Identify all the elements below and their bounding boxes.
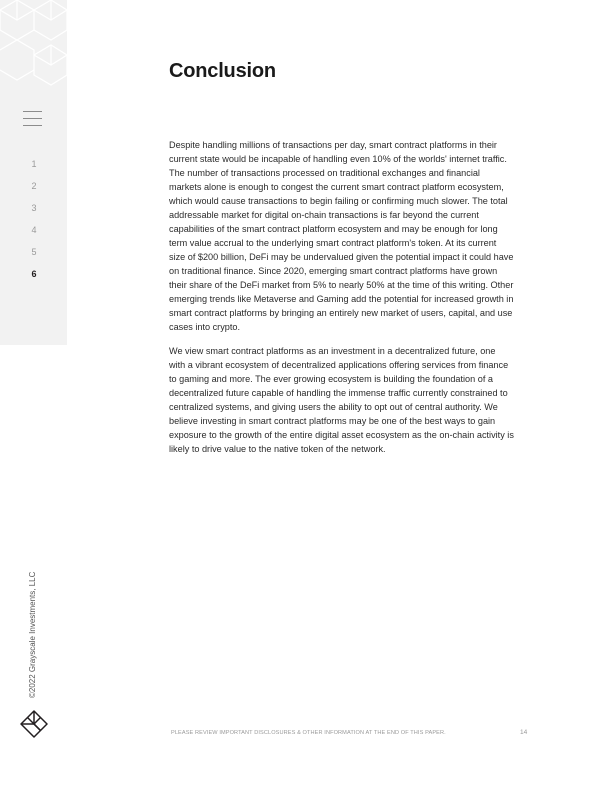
conclusion-body xyxy=(169,138,514,466)
disclosure-note: PLEASE REVIEW IMPORTANT DISCLOSURES & OTHER INFORMATION AT THE END OF THIS PAPER. xyxy=(171,730,446,736)
hamburger-menu-icon[interactable] xyxy=(23,111,42,127)
sidebar xyxy=(0,0,67,345)
page-link-4[interactable]: 4 xyxy=(31,225,37,235)
paragraph: Despite handling millions of transactions per day, smart contract platforms in their current state would be incapable of handling even 10% of the worlds' internet traffic. The number of transactions processed on traditional exchanges and financial markets alone is enough to congest the current smart contract platform ecosystem, which would cause transactions to begin failing or confirming much slower. The total addressable market for digital on-chain transactions is far beyond the current capabilities of the smart contract platform ecosystem and may be enough for long term value accrual to the underlying smart contract platform's token. At its current size of $200 billion, DeFi may be undervalued given the potential impact it could have on traditional finance. Since 2020, emerging smart contract platforms have grown their share of the DeFi market from 5% to nearly 50% at the time of this writing. Other emerging trends like Metaverse and Gaming add the potential for increased growth in smart contract platforms by bringing an entirely new market of users, capital, and use cases into crypto. xyxy=(169,140,514,332)
grayscale-logo-icon xyxy=(20,710,48,738)
cube-pattern-decoration xyxy=(0,0,67,95)
page-link-2[interactable]: 2 xyxy=(31,181,37,191)
page-link-3[interactable]: 3 xyxy=(31,203,37,213)
paragraph: We view smart contract platforms as an investment in a decentralized future, one with a vibrant ecosystem of decentralized applications offering services from finance to gaming and more. The ever growing ecosystem is building the foundation of a decentralized future capable of handling the immense traffic currently constrained to centralized systems, and giving users the ability to opt out of central authority. We believe investing in smart contract platforms may be one of the best ways to gain exposure to the growth of the entire digital asset ecosystem as the on-chain activity is likely to drive value to the native token of the network. xyxy=(169,346,514,454)
page-number: 14 xyxy=(520,729,528,736)
page-link-6-active[interactable]: 6 xyxy=(31,269,37,279)
page-link-5[interactable]: 5 xyxy=(31,247,37,257)
page-link-1[interactable]: 1 xyxy=(31,159,37,169)
copyright-notice: ©2022 Grayscale Investments, LLC xyxy=(28,571,37,698)
page-title: Conclusion xyxy=(169,60,276,82)
